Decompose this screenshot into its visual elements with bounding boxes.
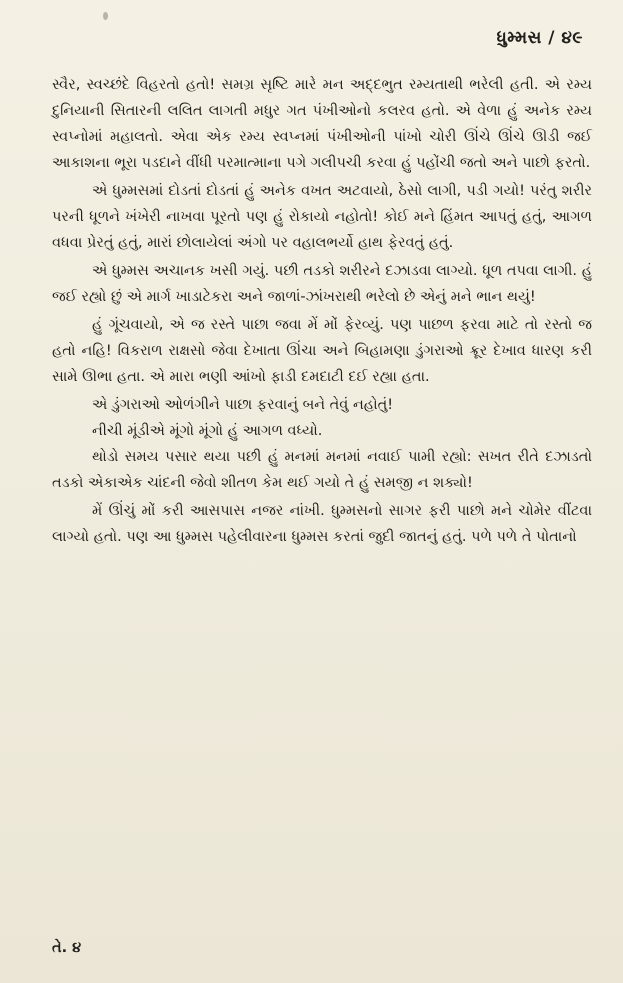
paragraph-4: હું ગૂંચવાયો, એ જ રસ્તે પાછા જવા મેં મોં ફેરવ્યું. પણ પાછળ ફરવા માટે તો રસ્તો જ હતો નહિ! વિકરાળ રાક્ષસો જેવા દેખાતા ઊંચા અને બિહામણા ડુંગરાઓ ક્રૂર દેખાવ ધારણ કરી સામે ઊભા હતા. એ મારા ભણી આંખો ફાડી દમદાટી દઈ રહ્યા હતા. bbox=[52, 317, 592, 385]
paragraph-7: થોડો સમય પસાર થયા પછી હું મનમાં મનમાં નવાઈ પામી રહ્યો: સખત રીતે દઝાડતો તડકો એકાએક ચાંદની જેવો શીતળ કેમ થઈ ગયો તે હું સમજી ન શક્યો! bbox=[52, 449, 592, 491]
paragraph-8: મેં ઊંચું મોં કરી આસપાસ નજર નાંખી. ધુમ્મસનો સાગર ફરી પાછો મને ચોમેર વીંટવા લાગ્યો હતો. પણ આ ધુમ્મસ પહેલીવારના ધુમ્મસ કરતાં જુદી જાતનું હતું. પળે પળે તે પોતાનો bbox=[52, 503, 592, 545]
paragraph-6: નીચી મૂંડીએ મૂંગો મૂંગો હું આગળ વધ્યો. bbox=[92, 423, 323, 439]
running-header: ધુમ્મસ / ૪૯ bbox=[496, 28, 583, 48]
paper-speck bbox=[103, 12, 108, 20]
paragraph-3: એ ધુમ્મસ અચાનક ખસી ગયું. પછી તડકો શરીરને દઝાડવા લાગ્યો. ધૂળ તપવા લાગી. હું જઈ રહ્યો છું એ માર્ગ ખાડાટેકરા અને જાળાં-ઝાંખરાથી ભરેલો છે એનું મને ભાન થયું! bbox=[52, 263, 592, 305]
body-text bbox=[52, 72, 592, 552]
paragraph-5: એ ડુંગરાઓ ઓળંગીને પાછા ફરવાનું બને તેવું નહોતું! bbox=[92, 397, 394, 413]
paragraph-1: સ્વૈર, સ્વચ્છંદે વિહરતો હતો! સમગ્ર સૃષ્ટિ મારે મન અદ્દભુત રમ્યતાથી ભરેલી હતી. એ રમ્ય દુનિયાની સિતારની લલિત લાગતી મધુર ગત પંખીઓનો કલરવ હતો. એ વેળા હું અનેક રમ્ય સ્વપ્નોમાં મહાલતો. એવા એક રમ્ય સ્વપ્નમાં પંખીઓની પાંખો ચોરી ઊંચે ઊંચે ઊડી જઈ આકાશના ભૂરા પડદાને વીંધી પરમાત્માના પગે ગલીપચી કરવા હું પહોંચી જતો અને પાછો ફરતો. bbox=[52, 77, 592, 171]
paragraph-2: એ ધુમ્મસમાં દોડતાં દોડતાં હું અનેક વખત અટવાયો, ઠેસો લાગી, પડી ગયો! પરંતુ શરીર પરની ધૂળને ખંખેરી નાખવા પૂરતો પણ હું રોકાયો નહોતો! કોઈ મને હિંમત આપતું હતું, આગળ વધવા પ્રેરતું હતું, મારાં છોલાયેલાં અંગો પર વહાલભર્યો હાથ ફેરવતું હતું. bbox=[52, 183, 592, 251]
signature-mark: તે. ૪ bbox=[52, 940, 82, 956]
